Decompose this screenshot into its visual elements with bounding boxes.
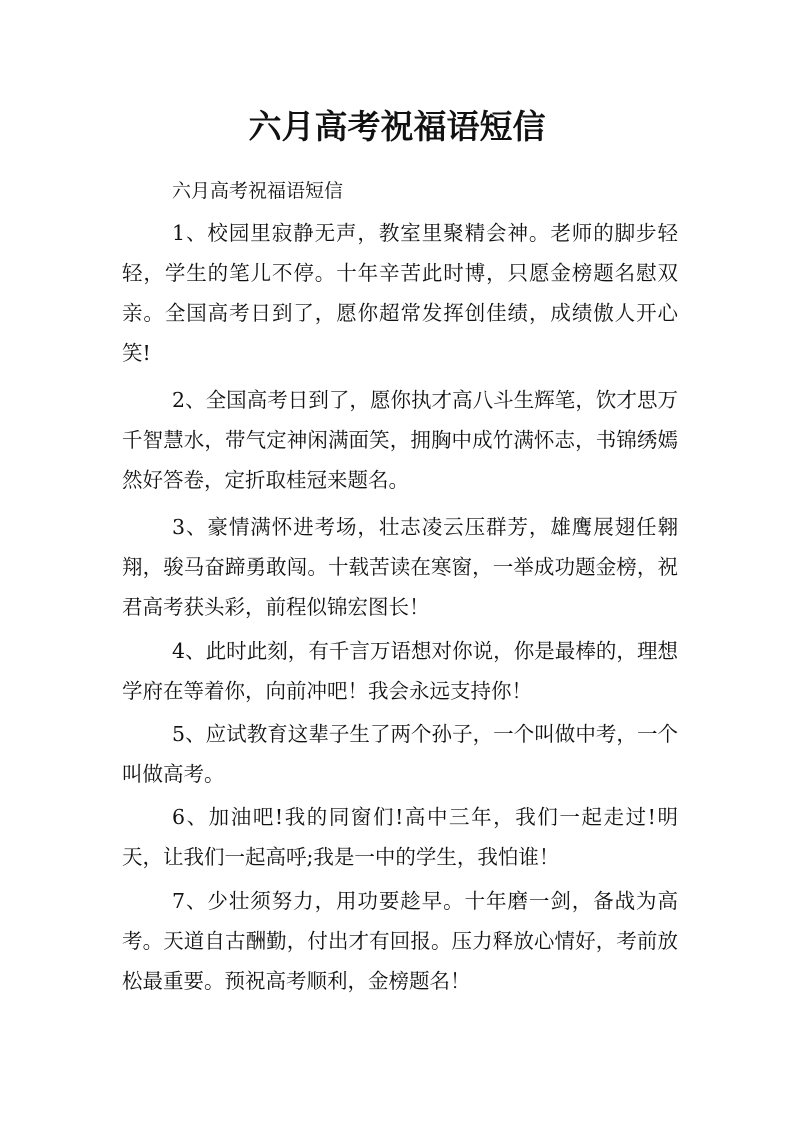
paragraph-3: 3、豪情满怀进考场，壮志凌云压群芳，雄鹰展翅任翱翔，骏马奋蹄勇敢闯。十载苦读在寒窗，一举成功题金榜，祝君高考获头彩，前程似锦宏图长！ — [122, 515, 678, 619]
paragraph-1: 1、校园里寂静无声，教室里聚精会神。老师的脚步轻轻，学生的笔儿不停。十年辛苦此时博，只愿金榜题名慰双亲。全国高考日到了，愿你超常发挥创佳绩，成绩傲人开心笑! — [122, 221, 678, 365]
document-subtitle: 六月高考祝福语短信 — [172, 180, 344, 202]
document-title: 六月高考祝福语短信 — [248, 107, 546, 146]
paragraph-5: 5、应试教育这辈子生了两个孙子，一个叫做中考，一个叫做高考。 — [122, 722, 678, 786]
paragraph-6: 6、加油吧!我的同窗们!高中三年，我们一起走过!明天，让我们一起高呼;我是一中的学生，我怕谁！ — [122, 805, 678, 869]
paragraph-7: 7、少壮须努力，用功要趁早。十年磨一剑，备战为高考。天道自古酬勤，付出才有回报。压力释放心情好，考前放松最重要。预祝高考顺利，金榜题名！ — [122, 889, 678, 993]
paragraph-4: 4、此时此刻，有千言万语想对你说，你是最棒的，理想学府在等着你，向前冲吧！我会永远支持你！ — [122, 639, 678, 703]
paragraph-2: 2、全国高考日到了，愿你执才高八斗生辉笔，饮才思万千智慧水，带气定神闲满面笑，拥胸中成竹满怀志，书锦绣嫣然好答卷，定折取桂冠来题名。 — [122, 388, 678, 492]
